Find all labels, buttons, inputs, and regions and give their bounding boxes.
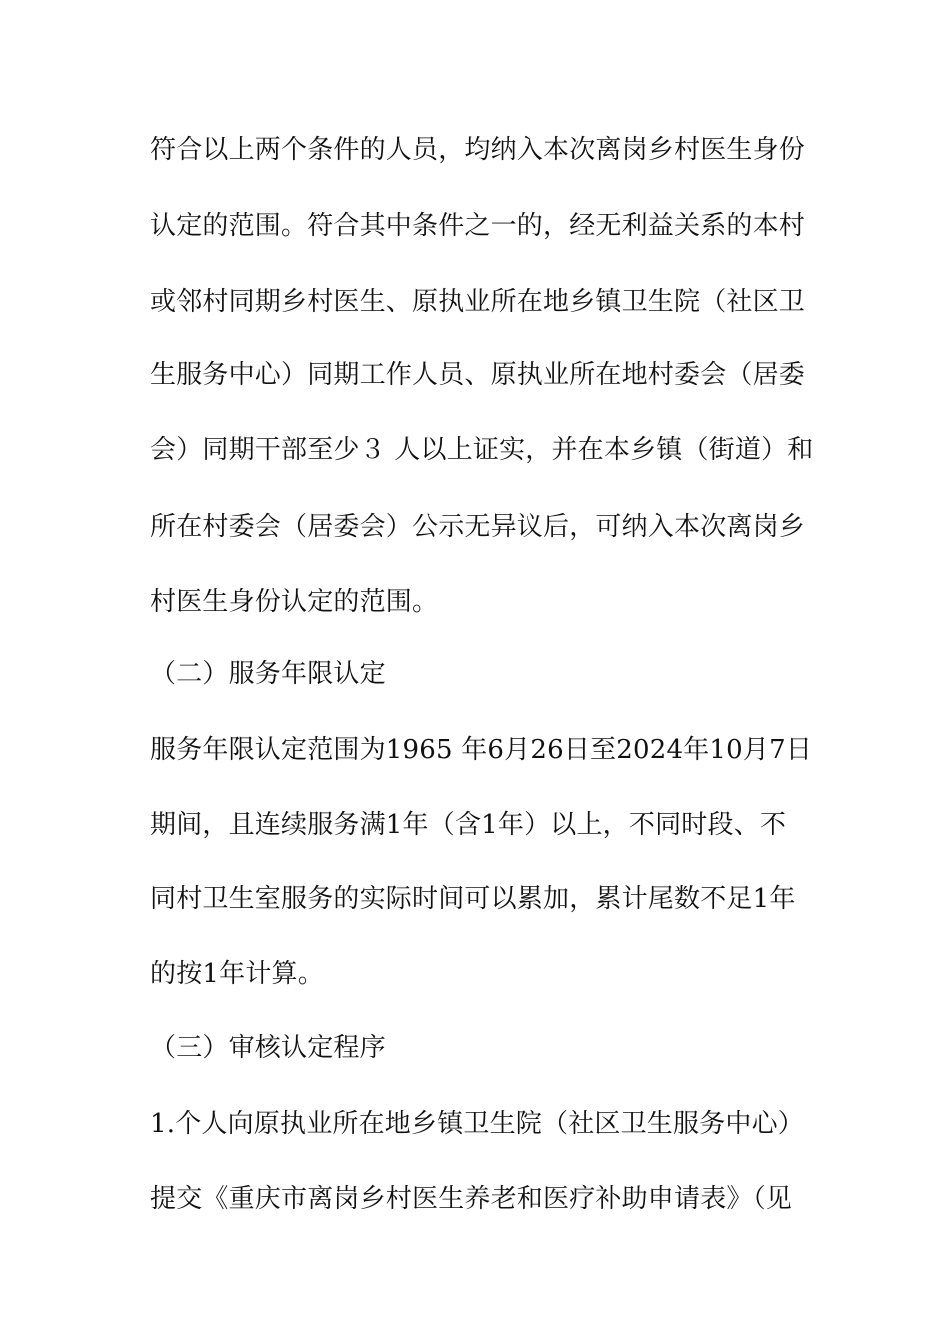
paragraph-line: 认定的范围。符合其中条件之一的，经无利益关系的本村 <box>150 211 806 241</box>
section-heading: （三）审核认定程序 <box>150 1033 386 1063</box>
paragraph-line: 所在村委会（居委会）公示无异议后，可纳入本次离岗乡 <box>150 512 806 542</box>
paragraph-line: 服务年限认定范围为1965 年6月26日至2024年10月7日 <box>150 735 813 765</box>
paragraph-line: 会）同期干部至少３ 人以上证实，并在本乡镇（街道）和 <box>150 435 814 465</box>
paragraph-line: 的按1年计算。 <box>150 959 324 989</box>
section-heading: （二）服务年限认定 <box>150 659 386 689</box>
paragraph-line: 村医生身份认定的范围。 <box>150 587 439 617</box>
paragraph-line: 期间，且连续服务满1年（含1年）以上，不同时段、不 <box>150 810 787 840</box>
paragraph-line: 符合以上两个条件的人员，均纳入本次离岗乡村医生身份 <box>150 135 806 165</box>
paragraph-line: 生服务中心）同期工作人员、原执业所在地村委会（居委 <box>150 360 806 390</box>
paragraph-line: 1.个人向原执业所在地乡镇卫生院（社区卫生服务中心） <box>150 1109 805 1139</box>
paragraph-line: 提交《重庆市离岗乡村医生养老和医疗补助申请表》（见 <box>150 1184 793 1214</box>
paragraph-line: 同村卫生室服务的实际时间可以累加，累计尾数不足1年 <box>150 884 796 914</box>
paragraph-line: 或邻村同期乡村医生、原执业所在地乡镇卫生院（社区卫 <box>150 287 806 317</box>
